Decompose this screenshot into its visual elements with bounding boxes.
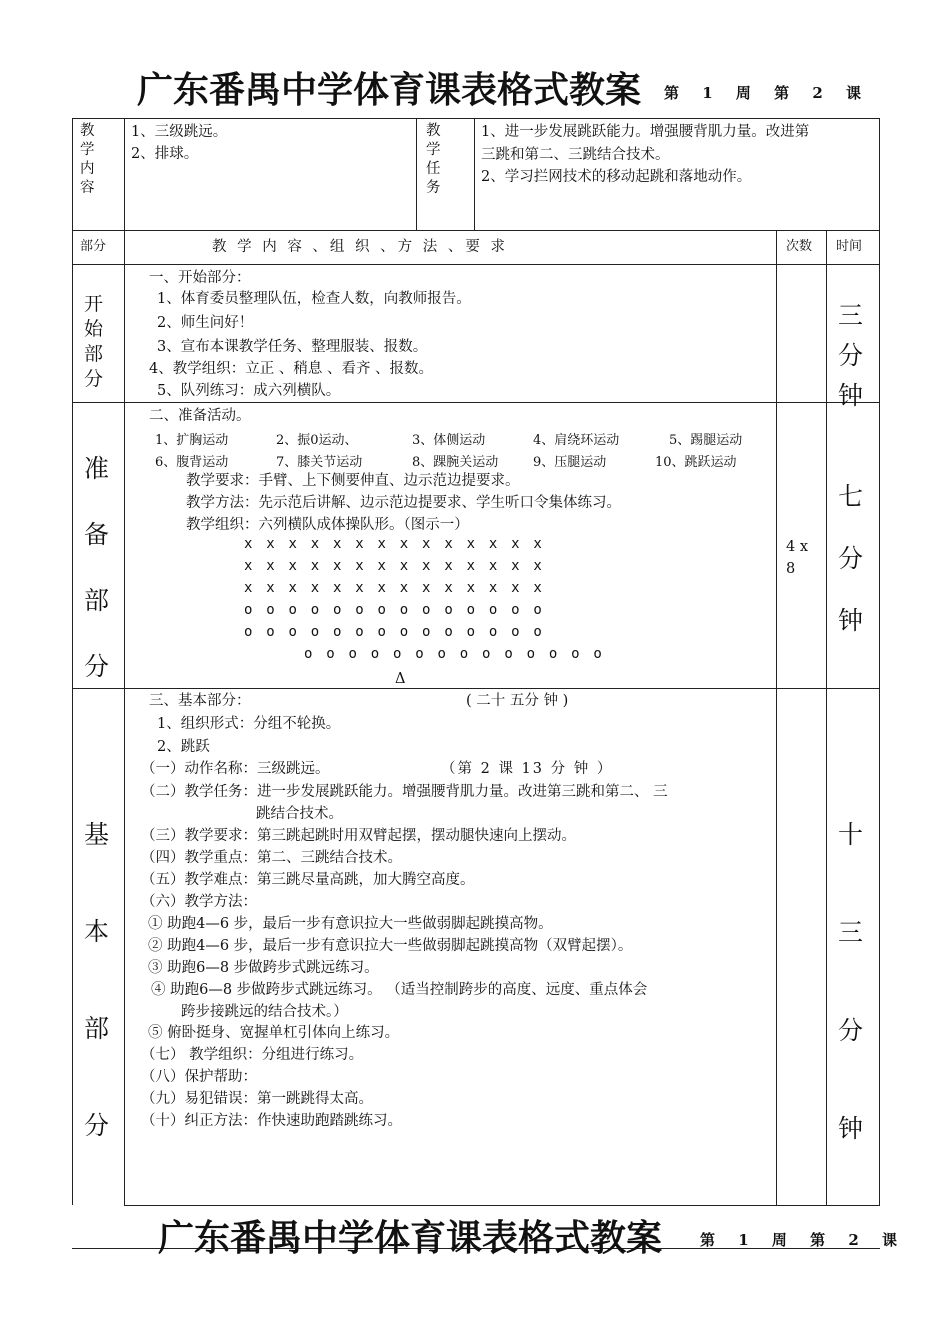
- lesson-note: （第 2 课 13 分 钟 ）: [441, 761, 614, 777]
- content-item: 2、排球。: [131, 146, 199, 162]
- prep-exercise: 3、体侧运动: [412, 433, 486, 448]
- basic-line: （三）教学要求：第三跳起跳时用双臂起摆，摆动腿快速向上摆动。: [141, 828, 576, 844]
- basic-line: （八）保护帮助：: [141, 1069, 257, 1085]
- basic-line: （十）纠正方法：作快速助跑踏跳练习。: [141, 1113, 402, 1129]
- formation-row: x x x x x x x x x x x x x x: [244, 580, 545, 596]
- basic-line: （七） 教学组织：分组进行练习。: [141, 1047, 364, 1063]
- basic-line: （九）易犯错误：第一跳跳得太高。: [141, 1091, 373, 1107]
- footer-title: 广东番禺中学体育课表格式教案: [158, 1217, 663, 1259]
- prep-count: 8: [786, 561, 796, 577]
- basic-line: 2、跳跃: [157, 739, 210, 755]
- prep-exercise: 9、压腿运动: [533, 455, 607, 470]
- start-section-label: 开 始 部 分: [84, 293, 104, 390]
- basic-line: 跨步接跳远的结合技术。）: [181, 1004, 348, 1020]
- basic-title: 三、基本部分：: [149, 693, 251, 709]
- footer-week-lesson-label: 第 1 周 第 2 课: [700, 1231, 906, 1249]
- prep-exercise: 1、扩胸运动: [155, 433, 229, 448]
- task-line: 2、学习拦网技术的移动起跳和落地动作。: [481, 169, 752, 185]
- teacher-marker: Δ: [395, 671, 406, 687]
- start-line: 1、体育委员整理队伍，检查人数，向教师报告。: [157, 291, 471, 307]
- task-line: 1、进一步发展跳跃能力。增强腰背肌力量。改进第: [481, 124, 810, 140]
- start-line: 3、宣布本课教学任务、整理服装、报数。: [157, 339, 428, 355]
- start-line: 2、师生问好！: [157, 315, 254, 331]
- prep-exercise: 6、腹背运动: [155, 455, 229, 470]
- week-lesson-label: 第 1 周 第 2 课: [664, 84, 870, 102]
- basic-section-label: 基 本 部 分: [84, 820, 110, 1140]
- basic-line: ① 助跑4—6 步，最后一步有意识拉大一些做弱脚起跳摸高物。: [148, 916, 553, 932]
- basic-line: （五）教学难点：第三跳尽量高跳，加大腾空高度。: [141, 872, 475, 888]
- formation-row: o o o o o o o o o o o o o o: [244, 624, 545, 640]
- basic-line: （四）教学重点：第二、三跳结合技术。: [141, 850, 402, 866]
- prep-organization: 教学组织：六列横队成体操队形。（图示一）: [186, 517, 469, 533]
- start-time: 三 分 钟: [838, 301, 864, 410]
- basic-line: 1、组织形式：分组不轮换。: [157, 716, 341, 732]
- prep-exercise: 7、膝关节运动: [276, 455, 363, 470]
- basic-time: 十 三 分 钟: [838, 820, 864, 1143]
- prep-exercise: 2、振0运动、: [276, 433, 358, 448]
- task-label: 教 学 任 务: [426, 123, 441, 196]
- formation-row: x x x x x x x x x x x x x x: [244, 558, 545, 574]
- content-label: 教 学 内 容: [80, 123, 95, 196]
- formation-row: o o o o o o o o o o o o o o: [244, 602, 545, 618]
- basic-line: ④ 助跑6—8 步做跨步式跳远练习。 （适当控制跨步的高度、远度、重点体会: [151, 982, 648, 998]
- content-item: 1、三级跳远。: [131, 124, 228, 140]
- prep-requirement: 教学要求：手臂、上下侧要伸直、边示范边提要求。: [186, 473, 520, 489]
- prep-exercise: 4、肩绕环运动: [533, 433, 620, 448]
- start-line: 5、队列练习：成六列横队。: [157, 383, 341, 399]
- formation-row: x x x x x x x x x x x x x x: [244, 536, 545, 552]
- basic-line: （一）动作名称：三级跳远。: [141, 761, 330, 777]
- formation-row: o o o o o o o o o o o o o o: [304, 646, 605, 662]
- basic-line: ③ 助跑6—8 步做跨步式跳远练习。: [148, 960, 379, 976]
- start-line: 4、教学组织：立正 、稍息 、看齐 、报数。: [149, 361, 434, 377]
- page-title: 广东番禺中学体育课表格式教案: [137, 69, 642, 111]
- basic-title-time: ( 二十 五分 钟 ): [466, 693, 569, 709]
- column-header-part: 部分: [80, 239, 107, 254]
- prep-exercise: 5、踢腿运动: [669, 433, 743, 448]
- start-line: 一、开始部分：: [149, 270, 251, 286]
- task-line: 三跳和第二、三跳结合技术。: [481, 147, 670, 163]
- column-header-time: 时间: [836, 239, 863, 254]
- prep-section-label: 准 备 部 分: [84, 454, 110, 681]
- prep-method: 教学方法：先示范后讲解、边示范边提要求、学生听口令集体练习。: [186, 495, 621, 511]
- basic-line: 跳结合技术。: [256, 806, 343, 822]
- column-header-content: 教 学 内 容 、组 织 、方 法 、要 求: [212, 239, 508, 255]
- prep-title: 二、准备活动。: [149, 408, 251, 424]
- prep-time: 七 分 钟: [838, 482, 864, 635]
- basic-line: ⑤ 俯卧挺身、宽握单杠引体向上练习。: [148, 1025, 400, 1041]
- column-header-count: 次数: [786, 239, 813, 254]
- prep-count: 4 x: [786, 539, 809, 555]
- basic-line: （二）教学任务：进一步发展跳跃能力。增强腰背肌力量。改进第三跳和第二、 三: [141, 784, 668, 800]
- basic-line: （六）教学方法：: [141, 894, 257, 910]
- basic-line: ② 助跑4—6 步，最后一步有意识拉大一些做弱脚起跳摸高物（双臂起摆）。: [148, 938, 633, 954]
- prep-exercise: 8、踝腕关运动: [412, 455, 499, 470]
- prep-exercise: 10、跳跃运动: [655, 455, 737, 470]
